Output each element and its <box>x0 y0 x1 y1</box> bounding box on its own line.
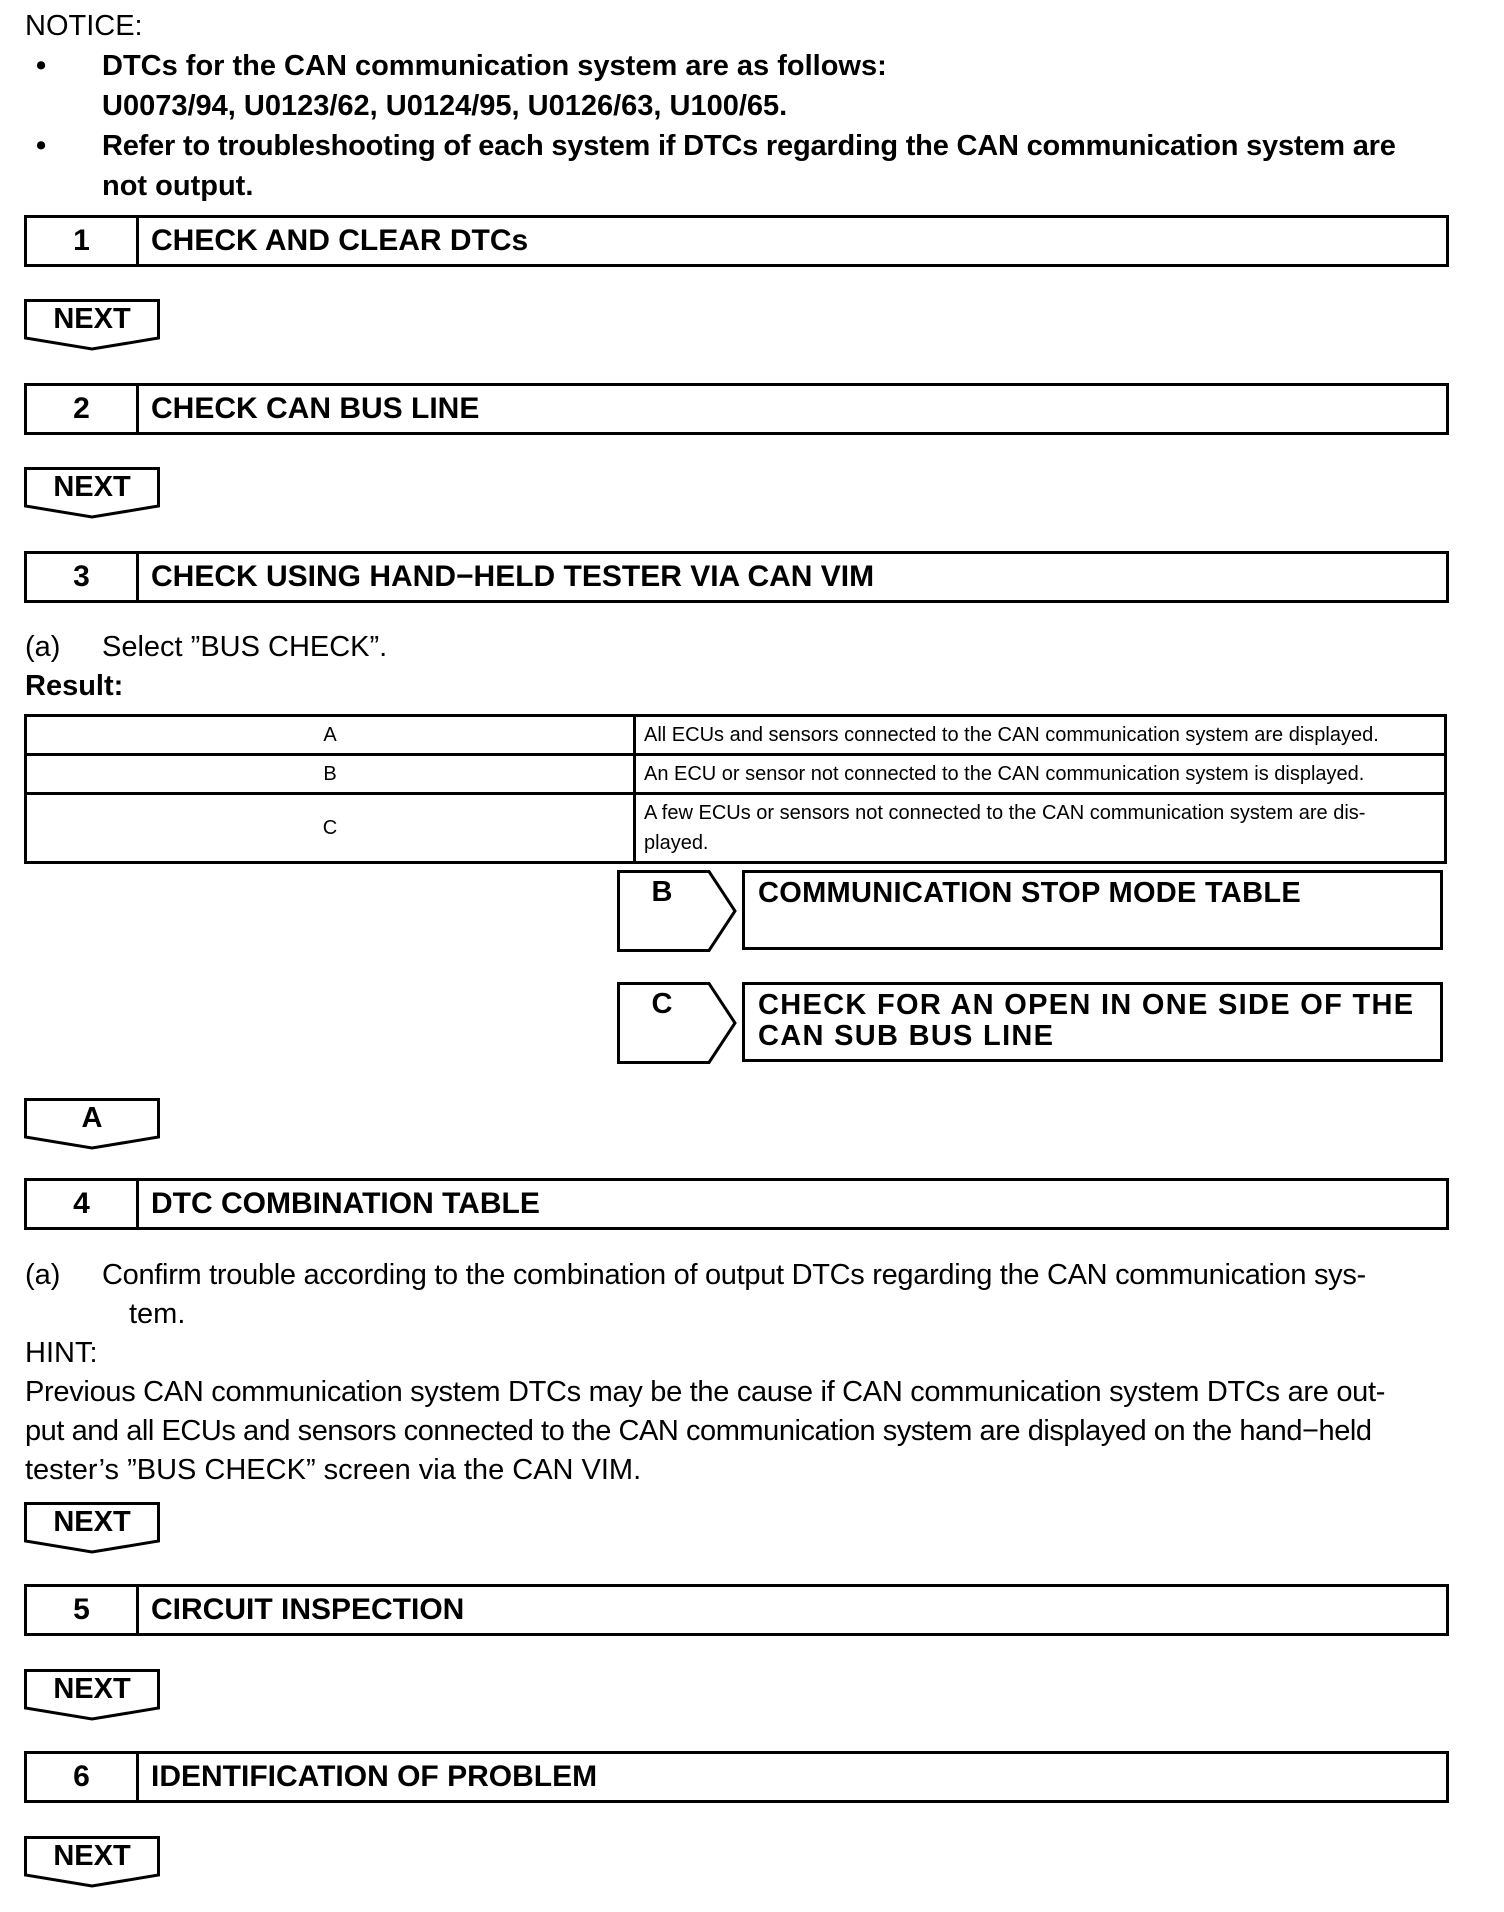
result-description: All ECUs and sensors connected to the CAN communication system are displayed. <box>635 716 1446 755</box>
branch-key: C <box>651 988 673 1020</box>
continue-a-label: A <box>81 1102 103 1134</box>
branch-c[interactable] <box>617 982 1447 1064</box>
next-button[interactable] <box>24 299 160 351</box>
step-header-4 <box>24 1178 1449 1230</box>
step-title: IDENTIFICATION OF PROBLEM <box>151 1760 598 1793</box>
result-label: Result: <box>25 670 124 702</box>
notice-heading: NOTICE: <box>25 10 143 42</box>
notice-bullet-1-line-2: U0073/94, U0123/62, U0124/95, U0126/63, U100/65. <box>102 90 788 122</box>
next-button-label: NEXT <box>53 471 131 503</box>
step-header-1 <box>24 215 1449 267</box>
result-description <box>635 794 1446 863</box>
branch-target-line: CHECK FOR AN OPEN IN ONE SIDE OF THE <box>758 989 1415 1021</box>
bullet-icon: • <box>36 130 47 162</box>
result-key: B <box>26 755 635 794</box>
step-number: 2 <box>27 386 139 432</box>
step-number: 3 <box>27 554 139 600</box>
table-row <box>26 794 1446 863</box>
step-title: CIRCUIT INSPECTION <box>151 1593 465 1626</box>
instruction-marker: (a) <box>25 1259 61 1291</box>
step-header-2 <box>24 383 1449 435</box>
next-button[interactable] <box>24 467 160 519</box>
hint-line: put and all ECUs and sensors connected to the CAN communication system are displayed on the hand−held <box>25 1415 1372 1447</box>
result-description-line: played. <box>644 832 709 854</box>
next-button[interactable] <box>24 1836 160 1888</box>
next-button-label: NEXT <box>53 303 131 335</box>
table-row <box>26 755 1446 794</box>
bullet-icon: • <box>36 50 47 82</box>
step-title: CHECK USING HAND−HELD TESTER VIA CAN VIM <box>151 560 875 593</box>
next-button-label: NEXT <box>53 1840 131 1872</box>
instruction-marker: (a) <box>25 631 61 663</box>
notice-bullet-1-line-1: DTCs for the CAN communication system are as follows: <box>102 50 887 82</box>
branch-target-line: CAN SUB BUS LINE <box>758 1020 1055 1052</box>
step-title: DTC COMBINATION TABLE <box>151 1187 540 1220</box>
step-title: CHECK CAN BUS LINE <box>151 392 480 425</box>
next-button[interactable] <box>24 1502 160 1554</box>
instruction-text: Select ”BUS CHECK”. <box>102 631 388 663</box>
step-header-6 <box>24 1751 1449 1803</box>
instruction-line: tem. <box>129 1298 186 1330</box>
next-button-label: NEXT <box>53 1506 131 1538</box>
step-header-3 <box>24 551 1449 603</box>
hint-line: Previous CAN communication system DTCs may be the cause if CAN communication system DTCs are out- <box>25 1376 1386 1408</box>
notice-bullet-2-line-1: Refer to troubleshooting of each system if DTCs regarding the CAN communication system are <box>102 130 1396 162</box>
next-button[interactable] <box>24 1669 160 1721</box>
step-header-5 <box>24 1584 1449 1636</box>
instruction-line: Confirm trouble according to the combination of output DTCs regarding the CAN communication sys- <box>102 1259 1366 1291</box>
branch-b[interactable] <box>617 870 1447 952</box>
continue-a-button[interactable] <box>24 1098 160 1150</box>
result-table <box>24 714 1447 864</box>
table-row <box>26 716 1446 755</box>
step-number: 6 <box>27 1754 139 1800</box>
branch-target-box <box>742 870 1443 950</box>
result-description-line: A few ECUs or sensors not connected to the CAN communication system are dis- <box>644 802 1366 824</box>
step-number: 5 <box>27 1587 139 1633</box>
branch-key: B <box>651 876 673 908</box>
step-number: 1 <box>27 218 139 264</box>
result-description: An ECU or sensor not connected to the CAN communication system is displayed. <box>635 755 1446 794</box>
result-key: C <box>26 794 635 863</box>
branch-target-line: COMMUNICATION STOP MODE TABLE <box>758 877 1302 909</box>
step-title: CHECK AND CLEAR DTCs <box>151 224 529 257</box>
next-button-label: NEXT <box>53 1673 131 1705</box>
hint-line: tester’s ”BUS CHECK” screen via the CAN VIM. <box>25 1454 642 1486</box>
notice-bullet-2-line-2: not output. <box>102 170 254 202</box>
result-key: A <box>26 716 635 755</box>
branch-target-box <box>742 982 1443 1062</box>
step-number: 4 <box>27 1181 139 1227</box>
hint-label: HINT: <box>25 1337 98 1369</box>
